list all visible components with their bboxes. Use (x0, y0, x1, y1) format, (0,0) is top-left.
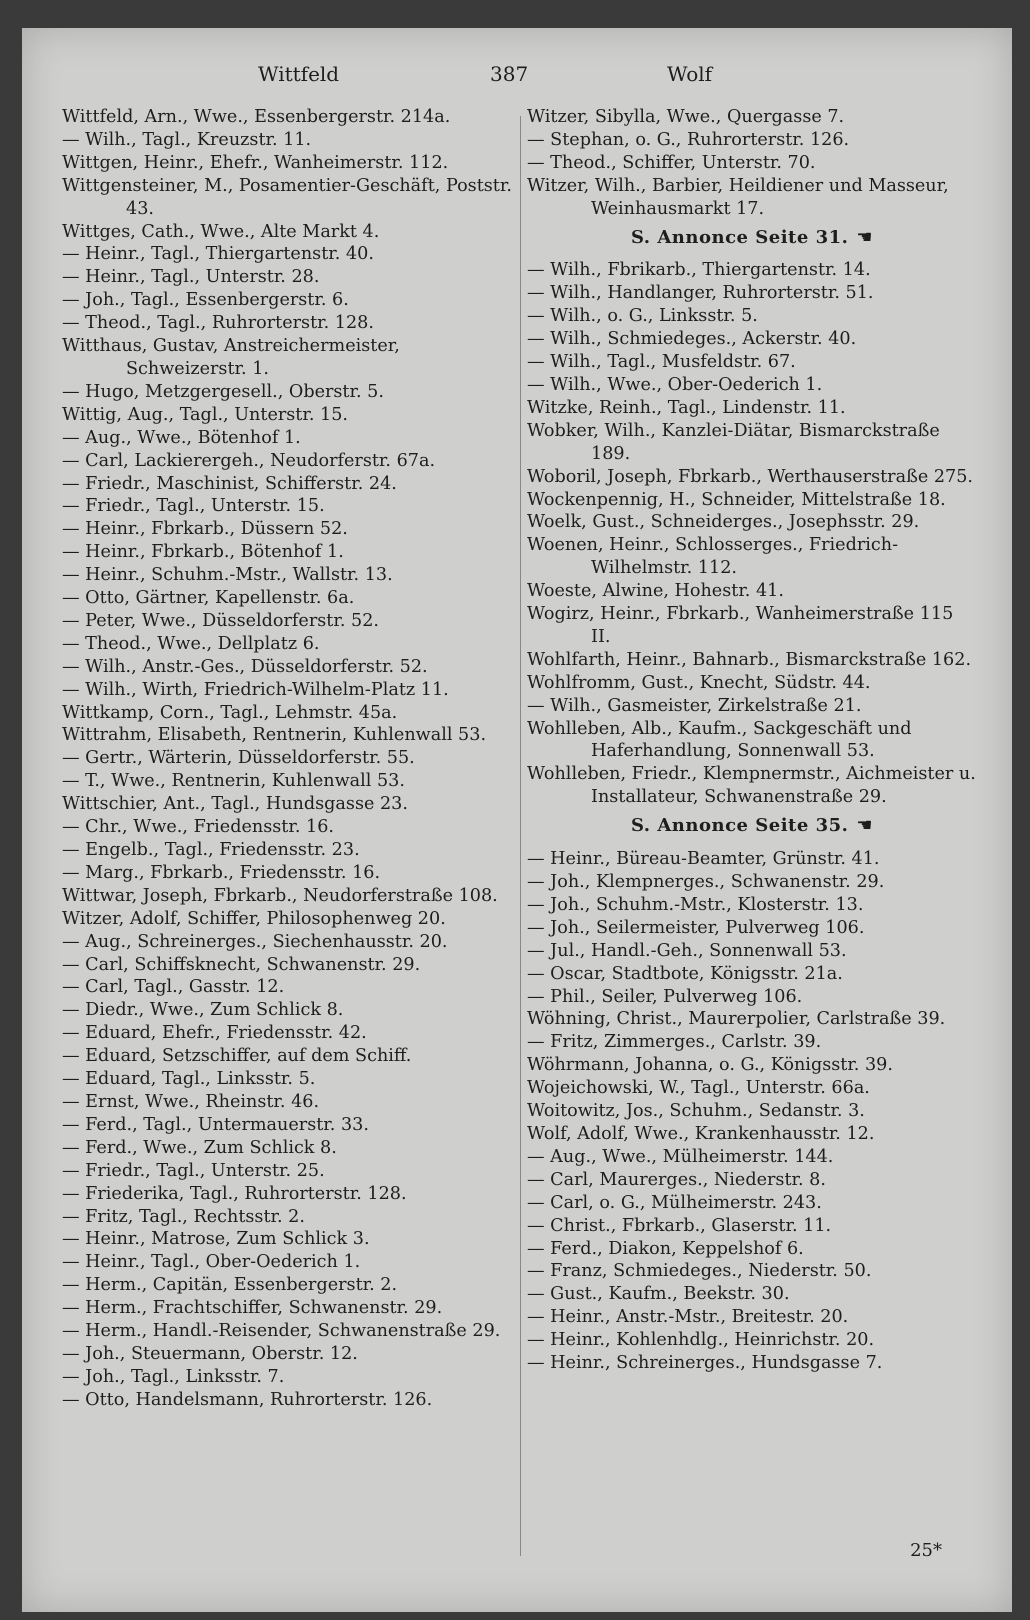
directory-entry: Wittgen, Heinr., Ehefr., Wanheimerstr. 112. (62, 152, 449, 173)
right-block-1 (527, 106, 977, 221)
pointing-hand-icon: ☚ (856, 815, 874, 837)
directory-entry: — Fritz, Zimmerges., Carlstr. 39. (527, 1032, 822, 1053)
directory-entry: — Friedr., Maschinist, Schifferstr. 24. (62, 473, 397, 494)
directory-entry: — Franz, Schmiedeges., Niederstr. 50. (527, 1261, 872, 1282)
directory-entry: — Engelb., Tagl., Friedensstr. 23. (62, 840, 360, 860)
annonce-notice-2 (527, 815, 977, 838)
directory-entry: Witzer, Adolf, Schiffer, Philosophenweg 20. (62, 908, 446, 929)
directory-entry: Wittrahm, Elisabeth, Rentnerin, Kuhlenwall 53. (62, 725, 487, 746)
directory-entry: — Wilh., o. G., Linksstr. 5. (527, 306, 758, 327)
directory-entry: — Wilh., Wwe., Ober-Oederich 1. (527, 374, 823, 395)
directory-entry: Wohlfromm, Gust., Knecht, Südstr. 44. (527, 672, 871, 693)
directory-entry: — Wilh., Schmiedeges., Ackerstr. 40. (527, 329, 857, 350)
directory-entry: Wittfeld, Arn., Wwe., Essenbergerstr. 214a. (62, 107, 451, 127)
directory-entry: — Eduard, Ehefr., Friedensstr. 42. (62, 1023, 367, 1044)
annonce-text: S. Annonce Seite 31. (630, 226, 849, 248)
directory-entry: Wittschier, Ant., Tagl., Hundsgasse 23. (62, 794, 408, 815)
directory-entry: — Diedr., Wwe., Zum Schlick 8. (62, 1000, 344, 1021)
directory-entry: — Aug., Wwe., Mülheimerstr. 144. (527, 1146, 834, 1167)
directory-entry: Wogirz, Heinr., Fbrkarb., Wanheimerstraße 115 II. (527, 604, 954, 647)
directory-entry: — Herm., Frachtschiffer, Schwanenstr. 29. (62, 1298, 443, 1319)
directory-page (22, 28, 1012, 1612)
directory-entry: — Friederika, Tagl., Ruhrorterstr. 128. (62, 1183, 407, 1204)
directory-entry: — Gust., Kaufm., Beekstr. 30. (527, 1284, 790, 1305)
directory-entry: Wittgensteiner, M., Posamentier-Geschäft, Poststr. 43. (62, 175, 512, 219)
directory-entry: — Eduard, Setzschiffer, auf dem Schiff. (62, 1046, 412, 1067)
directory-entry: — Wilh., Gasmeister, Zirkelstraße 21. (527, 695, 862, 716)
directory-entry: — Wilh., Handlanger, Ruhrorterstr. 51. (527, 283, 874, 304)
directory-entry: — Joh., Klempnerges., Schwanenstr. 29. (527, 872, 885, 892)
directory-entry: Woeste, Alwine, Hohestr. 41. (527, 581, 784, 602)
directory-entry: — Carl, Schiffsknecht, Schwanenstr. 29. (62, 954, 421, 975)
directory-entry: — Herm., Handl.-Reisender, Schwanenstraße 29. (62, 1321, 501, 1342)
directory-entry: — Wilh., Tagl., Musfeldstr. 67. (527, 352, 796, 373)
directory-entry: — Heinr., Tagl., Ober-Oederich 1. (62, 1252, 361, 1273)
page-number: 387 (490, 62, 529, 86)
left-column (62, 106, 517, 1412)
directory-entry: — Ferd., Tagl., Untermauerstr. 33. (62, 1114, 369, 1135)
directory-entry: Wojeichowski, W., Tagl., Unterstr. 66a. (527, 1078, 870, 1099)
directory-entry: — Wilh., Wirth, Friedrich-Wilhelm-Platz 11. (62, 679, 449, 700)
directory-entry: — Ernst, Wwe., Rheinstr. 46. (62, 1091, 320, 1112)
directory-entry: Woenen, Heinr., Schlosserges., Friedrich-Wilhelmstr. 112. (527, 535, 899, 579)
directory-entry: — Wilh., Anstr.-Ges., Düsseldorferstr. 52. (62, 656, 428, 677)
directory-entry: Wobker, Wilh., Kanzlei-Diätar, Bismarckstraße 189. (527, 420, 940, 464)
directory-entry: Woitowitz, Jos., Schuhm., Sedanstr. 3. (527, 1101, 865, 1122)
directory-entry: — Carl, o. G., Mülheimerstr. 243. (527, 1192, 822, 1213)
directory-entry: — Heinr., Tagl., Thiergartenstr. 40. (62, 244, 374, 265)
directory-entry: — Theod., Tagl., Ruhrorterstr. 128. (62, 313, 374, 334)
directory-entry: — Theod., Wwe., Dellplatz 6. (62, 633, 320, 654)
header-right-keyword: Wolf (667, 62, 713, 86)
directory-entry: — Chr., Wwe., Friedensstr. 16. (62, 817, 334, 838)
directory-entry: — Heinr., Schreinerges., Hundsgasse 7. (527, 1353, 883, 1374)
directory-entry: — Aug., Schreinerges., Siechenhausstr. 20. (62, 931, 448, 952)
directory-entry: — Heinr., Kohlenhdlg., Heinrichstr. 20. (527, 1330, 875, 1351)
directory-entry: Wittig, Aug., Tagl., Unterstr. 15. (62, 404, 349, 425)
directory-entry: — Carl, Maurerges., Niederstr. 8. (527, 1169, 826, 1190)
directory-entry: — Theod., Schiffer, Unterstr. 70. (527, 152, 816, 173)
directory-entry: Wohlleben, Friedr., Klempnermstr., Aichmeister u. Installateur, Schwanenstraße 29. (527, 764, 976, 808)
directory-entry: — Phil., Seiler, Pulverweg 106. (527, 986, 803, 1007)
column-divider (520, 116, 521, 1556)
directory-entry: Wittwar, Joseph, Fbrkarb., Neudorferstraße 108. (62, 885, 498, 906)
annonce-text: S. Annonce Seite 35. (630, 815, 849, 837)
directory-entry: Wittges, Cath., Wwe., Alte Markt 4. (62, 221, 380, 242)
directory-entry: Witthaus, Gustav, Anstreichermeister, Schweizerstr. 1. (62, 336, 400, 379)
directory-entry: Woboril, Joseph, Fbrkarb., Werthauserstraße 275. (527, 466, 974, 487)
right-block-2 (527, 259, 977, 809)
directory-entry: Wohlfarth, Heinr., Bahnarb., Bismarckstraße 162. (527, 649, 972, 670)
directory-entry: — Wilh., Tagl., Kreuzstr. 11. (62, 129, 312, 150)
directory-entry: — T., Wwe., Rentnerin, Kuhlenwall 53. (62, 771, 405, 792)
directory-entry: — Marg., Fbrkarb., Friedensstr. 16. (62, 862, 381, 883)
directory-entry: — Hugo, Metzgergesell., Oberstr. 5. (62, 381, 384, 402)
directory-entry: Wockenpennig, H., Schneider, Mittelstraße 18. (527, 489, 946, 510)
directory-entry: — Wilh., Fbrikarb., Thiergartenstr. 14. (527, 260, 871, 281)
directory-entry: Witzer, Wilh., Barbier, Heildiener und Masseur, Weinhausmarkt 17. (527, 175, 949, 219)
directory-entry: Wittkamp, Corn., Tagl., Lehmstr. 45a. (62, 702, 398, 723)
directory-entry: Witzke, Reinh., Tagl., Lindenstr. 11. (527, 397, 846, 418)
signature-mark: 25* (910, 1540, 942, 1561)
directory-entry: — Christ., Fbrkarb., Glaserstr. 11. (527, 1215, 832, 1236)
directory-entry: — Friedr., Tagl., Unterstr. 25. (62, 1160, 325, 1181)
directory-entry: — Joh., Seilermeister, Pulverweg 106. (527, 917, 865, 938)
directory-entry: — Aug., Wwe., Bötenhof 1. (62, 427, 301, 448)
directory-entry: — Heinr., Tagl., Unterstr. 28. (62, 267, 320, 288)
directory-entry: — Joh., Schuhm.-Mstr., Klosterstr. 13. (527, 894, 864, 915)
directory-entry: — Friedr., Tagl., Unterstr. 15. (62, 496, 325, 517)
page-header (22, 62, 1012, 92)
directory-entry: — Jul., Handl.-Geh., Sonnenwall 53. (527, 940, 847, 961)
right-block-3 (527, 848, 977, 1375)
directory-entry: — Otto, Gärtner, Kapellenstr. 6a. (62, 588, 355, 609)
pointing-hand-icon: ☚ (856, 226, 874, 248)
directory-entry: — Peter, Wwe., Düsseldorferstr. 52. (62, 610, 379, 631)
directory-entry: — Heinr., Fbrkarb., Bötenhof 1. (62, 542, 344, 563)
directory-entry: Wöhning, Christ., Maurerpolier, Carlstraße 39. (527, 1009, 946, 1030)
directory-entry: — Ferd., Diakon, Keppelshof 6. (527, 1238, 804, 1259)
directory-entry: Wohlleben, Alb., Kaufm., Sackgeschäft und Haferhandlung, Sonnenwall 53. (527, 718, 912, 762)
directory-entry: — Eduard, Tagl., Linksstr. 5. (62, 1069, 316, 1090)
directory-entry: — Heinr., Anstr.-Mstr., Breitestr. 20. (527, 1307, 849, 1328)
directory-entry: — Heinr., Schuhm.-Mstr., Wallstr. 13. (62, 565, 393, 586)
directory-entry: Woelk, Gust., Schneiderges., Josephsstr. 29. (527, 512, 920, 533)
directory-entry: — Heinr., Büreau-Beamter, Grünstr. 41. (527, 849, 880, 870)
directory-entry: — Gertr., Wärterin, Düsseldorferstr. 55. (62, 748, 415, 769)
directory-entry: Witzer, Sibylla, Wwe., Quergasse 7. (527, 107, 845, 127)
right-column (527, 106, 977, 1375)
directory-entry: — Ferd., Wwe., Zum Schlick 8. (62, 1137, 337, 1158)
annonce-notice-1 (527, 227, 977, 250)
directory-entry: — Fritz, Tagl., Rechtsstr. 2. (62, 1206, 305, 1227)
directory-entry: — Heinr., Fbrkarb., Düssern 52. (62, 519, 348, 540)
directory-entry: — Stephan, o. G., Ruhrorterstr. 126. (527, 129, 850, 150)
directory-entry: — Joh., Tagl., Essenbergerstr. 6. (62, 290, 349, 311)
directory-entry: Wolf, Adolf, Wwe., Krankenhausstr. 12. (527, 1123, 875, 1144)
directory-entry: — Herm., Capitän, Essenbergerstr. 2. (62, 1275, 398, 1296)
directory-entry: — Oscar, Stadtbote, Königsstr. 21a. (527, 963, 843, 984)
header-left-keyword: Wittfeld (258, 62, 340, 86)
directory-entry: Wöhrmann, Johanna, o. G., Königsstr. 39. (527, 1055, 893, 1076)
directory-entry: — Carl, Lackierergeh., Neudorferstr. 67a. (62, 450, 436, 471)
directory-entry: — Otto, Handelsmann, Ruhrorterstr. 126. (62, 1389, 433, 1410)
directory-entry: — Heinr., Matrose, Zum Schlick 3. (62, 1229, 370, 1250)
directory-entry: — Joh., Steuermann, Oberstr. 12. (62, 1343, 358, 1364)
directory-entry: — Joh., Tagl., Linksstr. 7. (62, 1366, 285, 1387)
directory-entry: — Carl, Tagl., Gasstr. 12. (62, 977, 285, 998)
